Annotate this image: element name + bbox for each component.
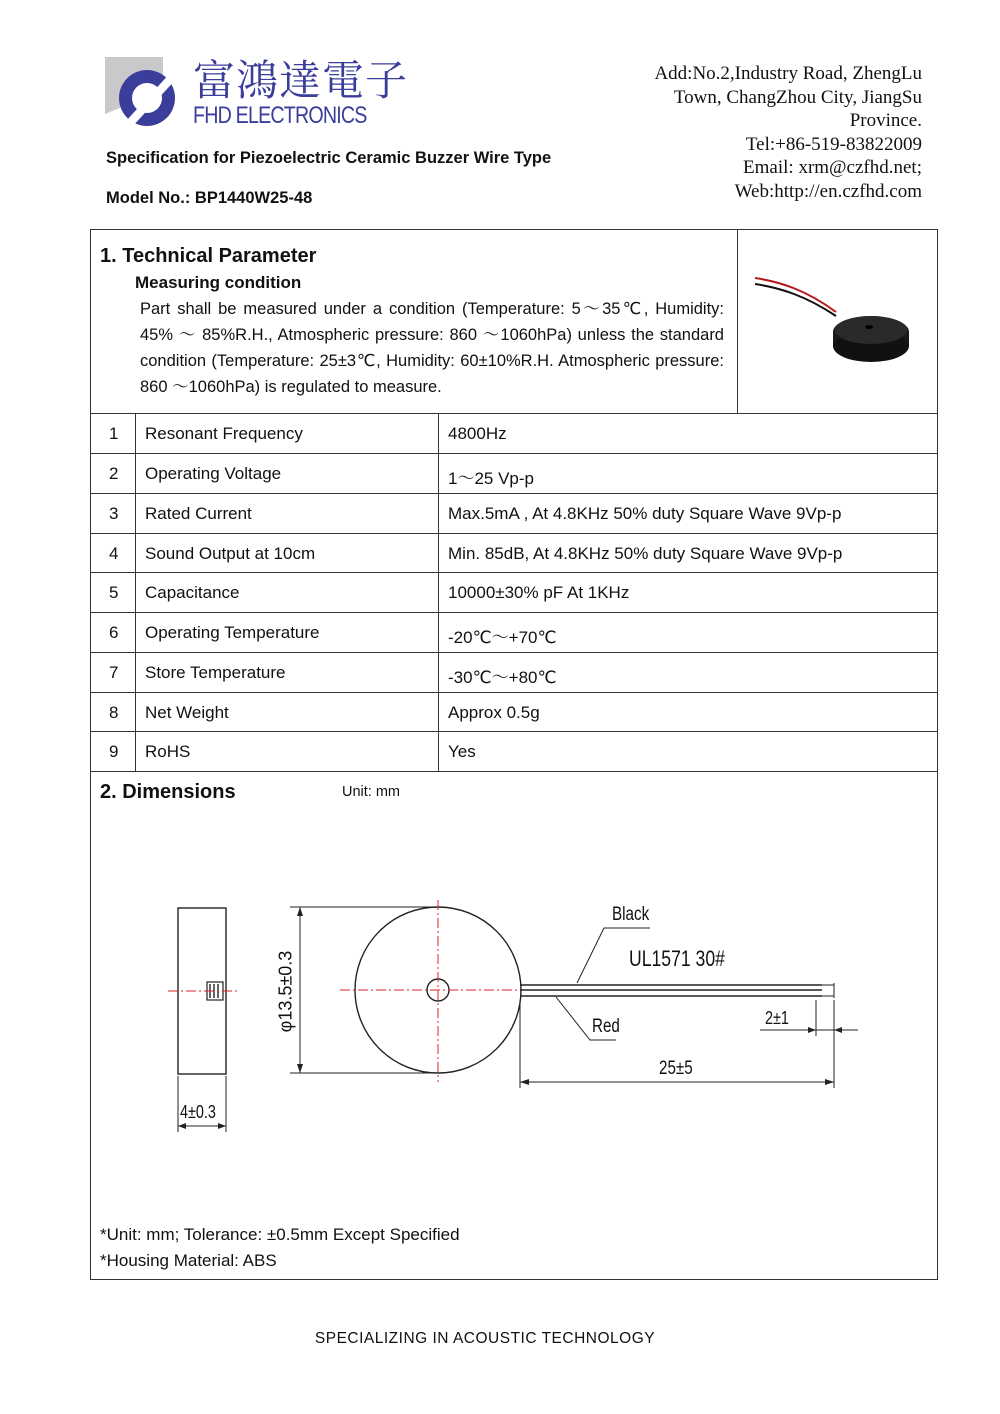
row-number: 2 <box>109 464 119 483</box>
table-row <box>91 453 937 494</box>
param-value: 1～25 Vp-p <box>448 469 534 488</box>
param-name: Operating Voltage <box>145 464 282 483</box>
company-logo <box>105 52 409 132</box>
website: Web:http://en.czfhd.com <box>734 180 922 202</box>
table-row <box>91 533 937 574</box>
param-value: -30℃～+80℃ <box>448 668 557 687</box>
spec-frame <box>90 229 938 1280</box>
wire-spec-label: UL1571 30# <box>629 946 725 971</box>
row-number: 9 <box>109 742 119 761</box>
email: Email: xrm@czfhd.net; <box>743 157 922 178</box>
param-name: Net Weight <box>145 703 229 722</box>
unit-label: Unit: mm <box>342 784 400 800</box>
tolerance-note: *Unit: mm; Tolerance: ±0.5mm Except Specified <box>100 1225 460 1244</box>
page-footer: SPECIALIZING IN ACOUSTIC TECHNOLOGY <box>314 1330 656 1347</box>
black-wire-label: Black <box>612 904 650 925</box>
table-row <box>91 612 937 653</box>
housing-note: *Housing Material: ABS <box>100 1251 277 1270</box>
section-divider <box>91 771 937 773</box>
height-label: 4±0.3 <box>180 1102 216 1122</box>
company-address <box>562 62 922 203</box>
param-value: 4800Hz <box>448 424 507 443</box>
table-row <box>91 692 937 733</box>
param-value: -20℃～+70℃ <box>448 628 557 647</box>
diameter-label: φ13.5±0.3 <box>275 950 296 1033</box>
row-number: 7 <box>109 663 119 682</box>
logo-mark-icon <box>105 52 185 130</box>
param-name: Capacitance <box>145 583 240 602</box>
table-row <box>91 731 937 772</box>
param-name: Store Temperature <box>145 663 286 682</box>
row-number: 1 <box>109 424 119 443</box>
param-name: RoHS <box>145 742 191 761</box>
param-value: 10000±30% pF At 1KHz <box>448 583 630 602</box>
param-name: Resonant Frequency <box>145 424 303 443</box>
section-dimensions-title: 2. Dimensions <box>100 781 236 803</box>
photo-divider <box>737 230 738 413</box>
table-col-divider <box>135 413 136 771</box>
red-wire-label: Red <box>592 1016 620 1037</box>
address-line: Town, ChangZhou City, JiangSu <box>673 86 922 108</box>
param-name: Sound Output at 10cm <box>145 544 316 563</box>
strip-length-label: 2±1 <box>765 1008 789 1028</box>
row-number: 6 <box>109 623 119 642</box>
row-number: 8 <box>109 703 119 722</box>
table-col-divider <box>438 413 439 771</box>
param-name: Rated Current <box>145 504 252 523</box>
table-row <box>91 572 937 613</box>
table-row <box>91 413 937 454</box>
measuring-condition-text: Part shall be measured under a condition (Temperature: 5～35℃, Humidity: 45% ～ 85%R.H., Atmospheric pressure: 860 ～1060hPa) unless the standard condition (Temperature: 25±3℃, Humidity: 60±10%R.H. Atmospheric pressure: 860 ～1060hPa) is regulated to measure. <box>140 300 724 396</box>
param-value: Max.5mA , At 4.8KHz 50% duty Square Wave 9Vp-p <box>448 504 842 523</box>
param-name: Operating Temperature <box>145 623 320 642</box>
model-number: Model No.: BP1440W25-48 <box>106 189 313 207</box>
param-value: Min. 85dB, At 4.8KHz 50% duty Square Wave 9Vp-p <box>448 544 843 563</box>
logo-chinese-name: 富鴻達電子 <box>193 56 409 105</box>
table-row <box>91 652 937 693</box>
param-value: Yes <box>448 742 476 761</box>
row-number: 4 <box>109 544 119 563</box>
spec-title: Specification for Piezoelectric Ceramic Buzzer Wire Type <box>106 149 552 167</box>
buzzer-photo <box>751 260 921 400</box>
phone: Tel:+86-519-83822009 <box>745 133 922 155</box>
param-value: Approx 0.5g <box>448 703 540 722</box>
table-row <box>91 493 937 534</box>
logo-english-name: FHD ELECTRONICS <box>193 102 367 129</box>
measuring-condition-title: Measuring condition <box>135 273 302 292</box>
row-number: 3 <box>109 504 119 523</box>
section-technical-title: 1. Technical Parameter <box>100 245 317 267</box>
row-number: 5 <box>109 583 119 602</box>
address-line: Province. <box>849 110 922 131</box>
wire-length-label: 25±5 <box>659 1058 693 1079</box>
address-line: Add:No.2,Industry Road, ZhengLu <box>654 63 922 84</box>
